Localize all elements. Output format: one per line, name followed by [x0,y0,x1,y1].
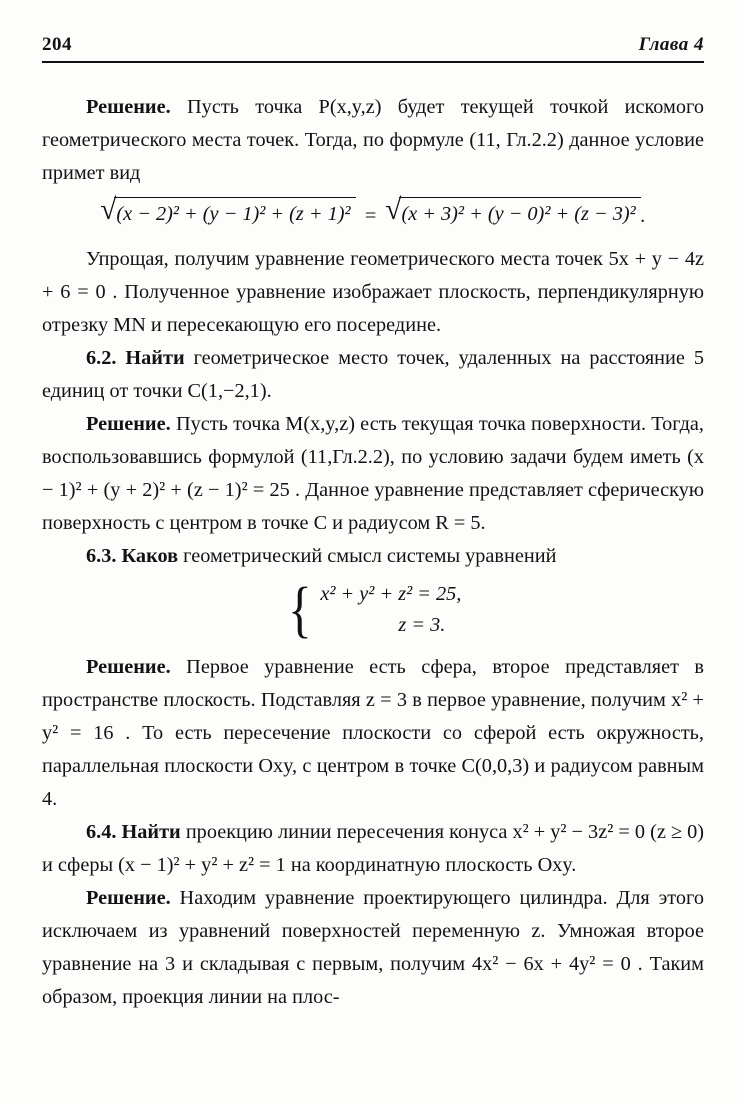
solution-label: Решение. [86,96,171,118]
solution-label: Решение. [86,413,171,435]
paragraph-solution-6-4 [42,882,704,1014]
paragraph-text: геометрическое место точек, удаленных на расстояние 5 единиц от точки C(1,−2,1). [42,347,704,402]
sqrt-icon: √ [385,194,402,226]
paragraph-solution-1 [42,91,704,190]
equals-sign: = [363,205,378,227]
brace-icon: { [287,575,312,644]
running-head [42,34,704,63]
paragraph-text: проекцию линии пересечения конуса x² + y² − 3z² = 0 (z ≥ 0) и сферы (x − 1)² + y² + z² = 1 на координатную плоскость Oxy. [42,821,704,876]
formula-equation-system [42,575,704,644]
chapter-title: Глава 4 [638,34,704,55]
paragraph-solution-6-3 [42,651,704,816]
sqrt-icon: √ [100,194,117,226]
problem-number: 6.2. Найти [86,347,185,369]
paragraph-text: Находим уравнение проектирующего цилиндра. Для этого исключаем из уравнений поверхностей переменную z. Умножая второе уравнение на 3 и складывая с первым, получим 4x² − 6x + 4y² = 0 . Таким образом, проекция линии на плос- [42,887,704,1008]
paragraph-text: Пусть точка M(x,y,z) есть текущая точка поверхности. Тогда, воспользовавшись формулой (11,Гл.2.2), по условию задачи будем иметь (x − 1)² + (y + 2)² + (z − 1)² = 25 . Данное уравнение представляет сферическую поверхность с центром в точке C и радиусом R = 5. [42,413,704,534]
page-number: 204 [42,34,72,55]
system-equation-2: z = 3. [398,614,446,636]
paragraph-text: Первое уравнение есть сфера, второе представляет в пространстве плоскость. Подставляя z = 3 в первое уравнение, получим x² + y² = 16 . То есть пересечение плоскости со сферой есть окружность, параллельная плоскости Oxy, с центром в точке C(0,0,3) и радиусом равным 4. [42,656,704,810]
solution-label: Решение. [86,887,171,909]
sqrt-expression-left [100,194,355,231]
paragraph-problem-6-2 [42,342,704,408]
problem-number: 6.4. Найти [86,821,181,843]
paragraph-problem-6-3 [42,540,704,573]
paragraph-text: Упрощая, получим уравнение геометрического места точек 5x + y − 4z + 6 = 0 . Полученное уравнение изображает плоскость, перпендикулярную отрезку MN и пересекающую его посередине. [42,248,704,336]
paragraph-problem-6-4 [42,816,704,882]
formula-distance-equation [42,194,704,234]
paragraph-solution-6-2 [42,408,704,540]
paragraph-simplify [42,243,704,342]
radicand-right: (x + 3)² + (y − 0)² + (z − 3)² [399,197,640,228]
paragraph-text: геометрический смысл системы уравнений [178,545,557,567]
system-equation-1: x² + y² + z² = 25, [320,583,462,605]
radicand-left: (x − 2)² + (y − 1)² + (z + 1)² [114,197,355,228]
sqrt-expression-right [385,194,640,231]
problem-number: 6.3. Каков [86,545,179,567]
system-lines [320,579,461,641]
solution-label: Решение. [86,656,171,678]
paragraph-text: Пусть точка P(x,y,z) будет текущей точкой искомого геометрического места точек. Тогда, по формуле (11, Гл.2.2) данное условие примет вид [42,96,704,184]
formula-period: . [640,205,646,227]
